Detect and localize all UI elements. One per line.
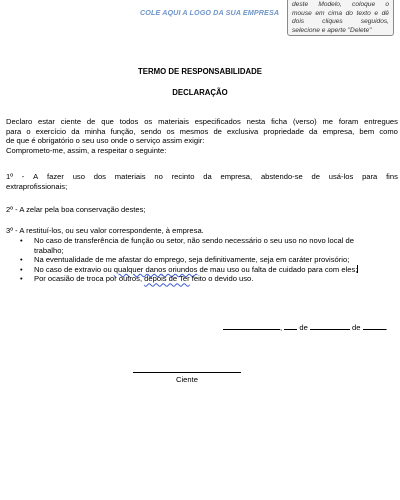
date-separator: de	[349, 323, 363, 332]
item-1-line: extraprofissionais;	[6, 181, 68, 191]
word: me	[322, 117, 334, 126]
word: da	[71, 126, 80, 136]
text-cursor	[357, 265, 358, 273]
word: exercício	[35, 126, 67, 136]
word: empresa,	[322, 126, 355, 136]
month-blank[interactable]	[310, 322, 350, 330]
item-1-line	[6, 172, 398, 182]
word: dos	[93, 172, 106, 181]
word: de	[86, 117, 96, 126]
word: ciente	[60, 117, 82, 126]
word: Declaro	[6, 117, 33, 126]
bullet-text: de mau uso ou falta de cuidado para com eles;	[197, 264, 358, 274]
word: usá-los	[328, 172, 354, 181]
help-note-line	[292, 18, 389, 27]
word: os	[166, 126, 175, 136]
bullet-text: trabalho;	[34, 245, 64, 255]
word: exclusiva	[227, 126, 259, 136]
year-blank[interactable]	[363, 322, 386, 330]
intro-line: de que é obrigatório o seu uso onde o serviço assim exigir:	[6, 136, 205, 146]
bullet-text: feito o devido uso.	[189, 274, 254, 284]
bullet-item	[20, 265, 396, 275]
word: no	[154, 172, 163, 181]
word: foram	[338, 117, 359, 126]
word: minha	[84, 126, 106, 136]
word: de	[311, 172, 320, 181]
word: bem	[359, 126, 375, 136]
word: para	[362, 172, 378, 181]
word: da	[309, 126, 318, 136]
word: o	[385, 1, 389, 8]
date-separator: de	[297, 323, 310, 332]
intro-line	[6, 117, 398, 127]
word: abstendo-se	[260, 172, 303, 181]
word: de	[213, 126, 222, 136]
word: mouse	[292, 9, 312, 17]
intro-line	[6, 127, 398, 137]
spelling-error-mark[interactable]: qualquer danos oriundos	[113, 264, 198, 274]
word: recinto	[171, 172, 195, 181]
word: especificados	[194, 117, 241, 126]
bullet-text: No caso de transferência de função ou setor, não sendo necessário o seu uso no novo local de	[34, 236, 354, 245]
city-blank[interactable]	[223, 322, 280, 330]
item-2: 2º - A zelar pela boa conservação destes;	[6, 205, 146, 214]
word: texto	[356, 9, 371, 17]
word: fazer	[47, 172, 64, 181]
word: que	[101, 117, 114, 126]
intro-paragraph	[6, 117, 398, 155]
word: deste	[292, 1, 309, 8]
commitment-line: Comprometo-me, assim, a respeitar o seguinte:	[6, 145, 167, 155]
word: os	[144, 117, 153, 126]
document-subtitle: DECLARAÇÃO	[172, 88, 228, 97]
word: mesmos	[179, 126, 209, 136]
signature-line[interactable]	[133, 372, 241, 373]
word: Modelo,	[318, 1, 342, 8]
help-note-line	[292, 1, 389, 10]
word: para	[6, 126, 22, 136]
word: nesta	[246, 117, 266, 126]
bullet-text: Na eventualidade de me afastar do emprego, seja definitivamente, seja em caráter provisório;	[34, 255, 350, 265]
word: em	[315, 9, 325, 17]
bullet-text: No caso de extravio ou	[34, 264, 114, 274]
word: estar	[38, 117, 55, 126]
word: o	[26, 126, 31, 136]
word: materiais	[114, 172, 146, 181]
bullet-item	[20, 236, 396, 255]
word: uso	[72, 172, 85, 181]
date-line	[223, 322, 388, 332]
word: sendo	[140, 126, 162, 136]
help-note-box[interactable]	[287, 0, 394, 36]
item-3: 3º - A restituí-los, ou seu valor correspondente, à empresa.	[6, 226, 204, 235]
date-end: .	[385, 323, 388, 332]
bullet-list	[20, 236, 396, 284]
word: ficha	[271, 117, 288, 126]
help-note-line	[292, 10, 389, 19]
word: 1º	[6, 172, 13, 181]
word: e	[374, 9, 379, 17]
word: empresa,	[220, 172, 253, 181]
logo-placeholder[interactable]: COLE AQUI A LOGO DA SUA EMPRESA	[140, 8, 280, 17]
word: materiais	[158, 117, 189, 126]
bullet-text: Por ocasião de troca por outros,	[34, 274, 145, 284]
word: cliques	[322, 18, 343, 26]
document-title: TERMO DE RESPONSABILIDADE	[138, 67, 262, 76]
word: cima	[328, 9, 343, 17]
word: dê	[381, 9, 389, 17]
spelling-error-mark[interactable]: depois de Ter	[144, 274, 190, 284]
word: seguidos,	[360, 18, 389, 26]
word: da	[203, 172, 212, 181]
signature-label: Ciente	[176, 375, 198, 384]
date-separator: ,	[280, 323, 285, 332]
bullet-item	[20, 255, 396, 265]
word: (verso)	[292, 117, 317, 126]
item-1	[6, 172, 398, 191]
day-blank[interactable]	[284, 322, 297, 330]
word: todos	[119, 117, 139, 126]
word: do	[345, 9, 353, 17]
word: fins	[386, 172, 398, 181]
word: A	[33, 172, 39, 181]
help-note-line: selecione e aperte "Delete"	[292, 26, 372, 34]
word: propriedade	[263, 126, 304, 136]
word: -	[21, 172, 25, 181]
word: entregues	[364, 117, 398, 126]
word: como	[379, 126, 398, 136]
word: coloque	[352, 1, 376, 8]
word: dois	[292, 18, 305, 26]
word: função,	[110, 126, 136, 136]
bullet-item	[20, 274, 396, 284]
